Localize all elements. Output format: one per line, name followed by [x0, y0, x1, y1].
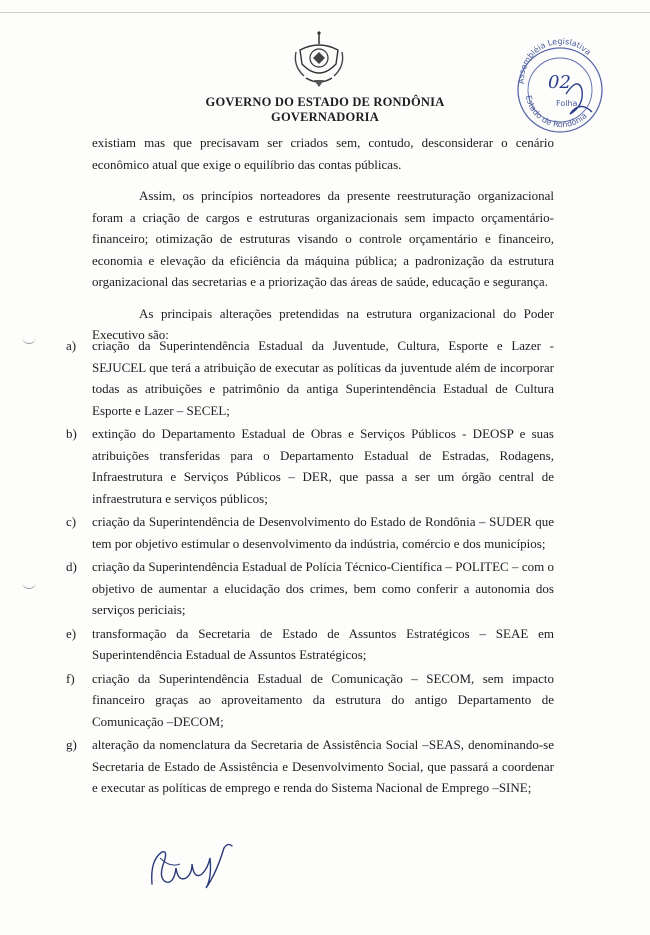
list-item-text: alteração da nomenclatura da Secretaria de Assistência Social –SEAS, denominando-se Secretaria de Estado de Assistência e Desenvolvimento Social, que passará a coordenar e executar as políticas de emprego e renda do Sistema Nacional de Emprego –SINE; — [92, 737, 554, 795]
stamp-state-text: Estado de Rondônia — [523, 94, 589, 130]
list-item — [66, 623, 554, 666]
government-header: GOVERNO DO ESTADO DE RONDÔNIA — [205, 95, 445, 109]
list-item-text: criação da Superintendência de Desenvolvimento do Estado de Rondônia – SUDER que tem por objetivo estimular o desenvolvimento da indústria, comércio e dos municípios; — [92, 514, 554, 551]
list-marker: e) — [66, 625, 77, 641]
list-item — [66, 423, 554, 509]
punch-hole-mark — [22, 578, 36, 589]
handwritten-signature — [146, 838, 238, 894]
punch-hole-mark — [22, 333, 36, 344]
stamp-page-number: 02 — [548, 72, 571, 93]
list-item — [66, 734, 554, 799]
list-item-text: extinção do Departamento Estadual de Obras e Serviços Públicos - DEOSP e suas atribuições transferidas para o Departamento Estadual de Estradas, Rodagens, Infraestrutura e Serviços Públicos – DER, que passa a ser um órgão central de infraestrutura e serviços públicos; — [92, 426, 554, 506]
stamp-folha-label: Folha — [556, 99, 578, 108]
paragraph-principles: Assim, os princípios norteadores da presente reestruturação organizacional foram a criação de cargos e estruturas organizacionais sem impacto orçamentário-financeiro; otimização de estruturas visando o controle orçamentário e financeiro, economia e elevação da eficiência da máquina pública; a padronização da estrutura organizacional das secretarias e a priorização das áreas de saúde, educação e segurança. — [92, 188, 554, 289]
list-marker: b) — [66, 426, 77, 441]
intro-text — [92, 132, 554, 346]
page-top-edge-line — [0, 12, 650, 13]
list-item-text: criação da Superintendência Estadual de Comunicação – SECOM, sem impacto financeiro graças ao aproveitamento da estrutura do antigo Departamento de Comunicação –DECOM; — [92, 670, 554, 729]
paragraph-main-changes: As principais alterações pretendidas na estrutura organizacional do Poder Executivo são: — [92, 305, 554, 342]
list-marker: g) — [66, 737, 77, 752]
paragraph-continuation: existiam mas que precisavam ser criados sem, contudo, desconsiderar o cenário econômico atual que exige o equilíbrio das contas públicas. — [92, 135, 554, 172]
list-marker: a) — [66, 338, 77, 353]
list-item — [66, 556, 554, 621]
list-item-text: transformação da Secretaria de Estado de Assuntos Estratégicos – SEAE em Superintendência Estadual de Assuntos Estratégicos; — [92, 625, 554, 662]
legislative-assembly-stamp — [512, 20, 604, 140]
list-marker: f) — [66, 670, 75, 686]
list-item-text: criação da Superintendência Estadual de Polícia Técnico-Científica – POLITEC – com o objetivo de aumentar a elucidação dos crimes, bem como conferir a autonomia dos serviços periciais; — [92, 559, 554, 617]
stamp-ring-text: Assembléia Legislativa — [516, 36, 593, 85]
list-item — [66, 668, 554, 733]
list-marker: d) — [66, 559, 77, 574]
department-header: GOVERNADORIA — [271, 110, 379, 124]
changes-list — [66, 335, 554, 799]
list-item — [66, 511, 554, 554]
list-marker: c) — [66, 514, 77, 529]
list-item-text: criação da Superintendência Estadual da Juventude, Cultura, Esporte e Lazer - SEJUCEL que terá a atribuição de executar as políticas da juventude além de incorporar todas as atribuições e patrimônio da antiga Superintendência Estadual de Cultura Esporte e Lazer – SECEL; — [92, 338, 554, 418]
coat-of-arms-icon — [292, 30, 346, 90]
list-item — [66, 335, 554, 421]
